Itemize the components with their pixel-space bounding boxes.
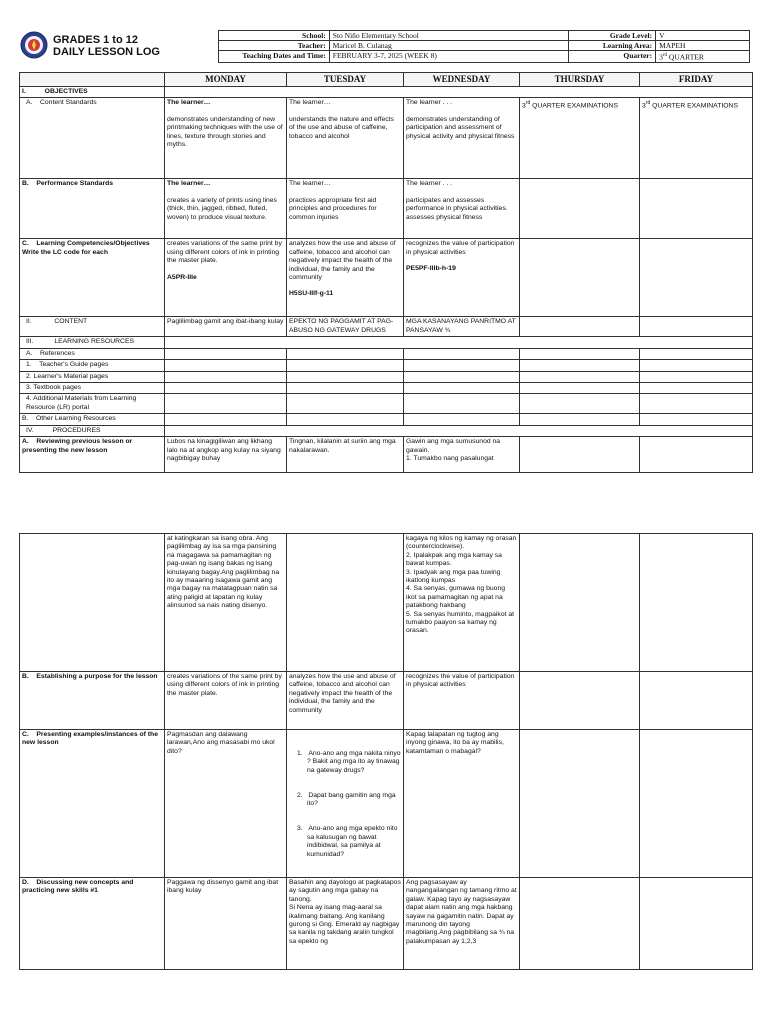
additional-materials-label: 4. Additional Materials from Learning Resource (LR) portal [20, 394, 165, 414]
day-thursday: THURSDAY [520, 73, 640, 87]
empty-cell [287, 383, 404, 394]
corner-cell [20, 73, 165, 87]
performance-text: participates and assesses performance in physical activities. assesses physical fitness [406, 196, 508, 221]
learner-head: The learner… [289, 180, 331, 188]
empty-cell [404, 414, 520, 425]
performance-standards-friday [640, 179, 753, 239]
additional-materials-row [20, 394, 753, 414]
empty-cell [165, 414, 287, 425]
establishing-purpose-row [20, 672, 753, 730]
empty-cell [640, 437, 753, 473]
empty-cell [287, 414, 404, 425]
lc-text: creates variations of the same print by using different colors of ink in printing the master plate. [167, 240, 284, 265]
exam-number: 3 [642, 102, 646, 110]
learner-head: The learner . . . [406, 180, 453, 188]
purpose-wednesday: recognizes the value of participation in physical activities [404, 672, 520, 730]
examples-tuesday [287, 730, 404, 878]
learning-competencies-label: C. Learning Competencies/Objectives Write the LC code for each [20, 239, 165, 317]
empty-cell [404, 348, 520, 359]
school-label: School: [219, 31, 330, 41]
empty-cell [640, 348, 753, 359]
performance-standards-thursday [520, 179, 640, 239]
empty-cell [520, 371, 640, 382]
presenting-examples-label: C. Presenting examples/instances of the new lesson [20, 730, 165, 878]
empty-cell [520, 414, 640, 425]
content-thursday [520, 317, 640, 337]
empty-cell [287, 371, 404, 382]
empty-cell [165, 394, 287, 414]
teacher-label: Teacher: [219, 41, 330, 51]
examples-monday: Pagmasdan ang dalawang larawan,Ano ang masasabi mo ukol dito? [165, 730, 287, 878]
quarter-number: 3 [659, 52, 663, 62]
discussing-wednesday: Ang pagsasayaw ay nangangailangan ng tamang ritmo at galaw. Kapag tayo ay nagsasayaw dapat alam natin ang mga hakbang sayaw na gagamitin natin. Dapat ay marunong din tayong magbilang.Ang pagbibilang sa ¾ na palakumpasan ay 1,2,3 [404, 877, 520, 969]
learning-area-label: Learning Area: [569, 41, 656, 51]
procedures-section-row [20, 425, 753, 436]
exam-ordinal: rd [645, 100, 651, 107]
list-item-text: Anu-ano ang mga epekto nito sa kalusugan ng bawat indibidwal, sa pamilya at kumunidad? [307, 825, 400, 858]
header-row [219, 41, 750, 51]
document-title [53, 34, 160, 58]
content-tuesday: EPEKTO NG PAGGAMIT AT PAG-ABUSO NG GATEWAY DRUGS [287, 317, 404, 337]
empty-cell [287, 360, 404, 371]
other-resources-row [20, 414, 753, 425]
learners-material-label: 2. Learner's Material pages [20, 371, 165, 382]
learner-head: The learner… [289, 99, 331, 107]
lc-code: H5SU-IIIf-g-11 [289, 290, 334, 298]
discussing-monday: Paggawa ng dissenyo gamit ang ibat ibang kulay [165, 877, 287, 969]
empty-cell [165, 383, 287, 394]
content-standards-label: A. Content Standards [20, 98, 165, 179]
header-row [219, 51, 750, 63]
empty-cell [520, 534, 640, 672]
quarter-ordinal: rd [662, 53, 668, 58]
examples-wednesday: Kapag lalapatan ng tugtog ang inyong ginawa, ito ba ay mabilis, katamtaman o mabagal? [404, 730, 520, 878]
purpose-monday: creates variations of the same print by using different colors of ink in printing the master plate. [165, 672, 287, 730]
quarter-word: QUARTER [667, 52, 704, 62]
lc-code: A5PR-IIIe [167, 273, 197, 281]
lc-code: PE5PF-IIIb-h-19 [406, 265, 456, 273]
references-row [20, 348, 753, 359]
learning-competencies-thursday [520, 239, 640, 317]
performance-standards-row [20, 179, 753, 239]
learning-area-value: MAPEH [656, 41, 750, 51]
presenting-examples-row [20, 730, 753, 878]
content-standards-tuesday [287, 98, 404, 179]
empty-cell [165, 371, 287, 382]
quarter-value [656, 51, 750, 63]
empty-cell [287, 534, 404, 672]
reviewing-lesson-row [20, 437, 753, 473]
learning-competencies-friday [640, 239, 753, 317]
procedures-label: IV. PROCEDURES [20, 425, 165, 436]
grade-level-label: Grade Level: [569, 31, 656, 41]
content-wednesday: MGA KASANAYANG PANRITMO AT PANSAYAW ¾ [404, 317, 520, 337]
content-monday: Paglilimbag gamit ang ibat-ibang kulay [165, 317, 287, 337]
other-resources-label: B. Other Learning Resources [20, 414, 165, 425]
reviewing-monday: Lubos na kinagigiliwan ang likhang lalo na at angkop ang kulay na siyang nagbibigay buhay [165, 437, 287, 473]
reviewing-wednesday: Gawin ang mga sumusunod na gawain. 1. Tumakbo nang pasalungat [404, 437, 520, 473]
exam-text: QUARTER EXAMINATIONS [530, 102, 618, 110]
empty-cell [640, 672, 753, 730]
empty-cell [640, 360, 753, 371]
performance-standards-monday [165, 179, 287, 239]
exam-text: QUARTER EXAMINATIONS [650, 102, 738, 110]
empty-cell [404, 383, 520, 394]
lc-text: analyzes how the use and abuse of caffeine, tobacco and alcohol can negatively impact the health of the individual, the family and the community [289, 240, 398, 282]
learners-material-row [20, 371, 753, 382]
reviewing-lesson-continued-row [20, 534, 753, 672]
empty-cell [287, 348, 404, 359]
empty-cell [520, 348, 640, 359]
learner-head: The learner… [167, 99, 211, 107]
content-standards-wednesday [404, 98, 520, 179]
reviewing-lesson-label: A. Reviewing previous lesson or presenting the new lesson [20, 437, 165, 473]
learning-resources-span [165, 337, 753, 348]
textbook-row [20, 383, 753, 394]
list-item-text: Dapat bang gamitin ang mga ito? [307, 791, 398, 808]
content-standards-monday [165, 98, 287, 179]
empty-cell [404, 360, 520, 371]
dates-value: FEBRUARY 3-7, 2025 (WEEK 8) [329, 51, 568, 63]
performance-standards-tuesday [287, 179, 404, 239]
exam-ordinal: rd [525, 100, 531, 107]
day-header-row [20, 73, 753, 87]
day-monday: MONDAY [165, 73, 287, 87]
school-value: Sto Niño Elementary School [329, 31, 568, 41]
content-standard-text: demonstrates understanding of new printmaking techniques with the use of lines, texture through stories and myths. [167, 115, 285, 149]
exam-number: 3 [522, 102, 526, 110]
list-item: 3. Anu-ano ang mga epekto nito sa kalusugan ng bawat indibidwal, sa pamilya at kumunidad? [297, 825, 400, 858]
empty-cell [165, 348, 287, 359]
learning-competencies-monday [165, 239, 287, 317]
empty-cell [520, 360, 640, 371]
empty-cell [20, 534, 165, 672]
reviewing-wednesday-continued: kagaya ng kilos ng kamay ng orasan (counterclockwise). 2. Ipalakpak ang mga kamay sa bawat kumpas. 3. Ipadyak ang mga paa tuwing ikatlong kumpas 4. Sa senyas, gumawa ng buong ikot sa pamamagitan ng apat na patakbong hakbang 5. Sa senyas huminto, magpaikot at tumakbo paayon sa kamay ng orasan. [404, 534, 520, 672]
learning-competencies-row [20, 239, 753, 317]
references-label: A. References [20, 348, 165, 359]
teachers-guide-label: 1. Teacher's Guide pages [20, 360, 165, 371]
list-item: 1. Ano-ano ang mga nakita ninyo ? Bakit ang mga ito ay tinawag na gateway drugs? [297, 749, 403, 774]
objectives-label: I. OBJECTIVES [20, 87, 165, 98]
performance-standards-label: B. Performance Standards [20, 179, 165, 239]
empty-cell [640, 730, 753, 878]
content-friday [640, 317, 753, 337]
reviewing-tuesday: Tingnan, kilalanin at suriin ang mga nakalarawan. [287, 437, 404, 473]
empty-cell [165, 360, 287, 371]
list-item-text: Ano-ano ang mga nakita ninyo ? Bakit ang mga ito ay tinawag na gateway drugs? [307, 749, 403, 774]
header-info-table [218, 30, 750, 63]
title-line-1: GRADES 1 to 12 [53, 34, 138, 46]
empty-cell [640, 383, 753, 394]
content-standards-row [20, 98, 753, 179]
empty-cell [404, 394, 520, 414]
empty-cell [287, 394, 404, 414]
empty-cell [640, 877, 753, 969]
establishing-purpose-label: B. Establishing a purpose for the lesson [20, 672, 165, 730]
learning-resources-label: III. LEARNING RESOURCES [20, 337, 165, 348]
content-standards-thursday [520, 98, 640, 179]
performance-text: creates a variety of prints using lines (thick, thin, jagged, ribbed, fluted, woven) to produce visual texture. [167, 196, 279, 221]
empty-cell [520, 730, 640, 878]
empty-cell [520, 383, 640, 394]
teacher-value: Maricel B. Culanag [329, 41, 568, 51]
lesson-log-table-page-2 [19, 533, 753, 970]
empty-cell [640, 394, 753, 414]
learning-competencies-tuesday [287, 239, 404, 317]
empty-cell [520, 877, 640, 969]
textbook-label: 3. Textbook pages [20, 383, 165, 394]
content-standard-text: demonstrates understanding of participation and assessment of physical activity and physical fitness [406, 115, 515, 140]
reviewing-monday-continued: at katingkaran sa isang obra. Ang paglilimbag ay isa sa mga pansining na magagawa sa pamamagitan ng pag-uwan ng isang bakas ng isang kinulayang bagay.Ang paglilimbag na ito ay maaaring isagawa gamit ang mga bagay na matatagpuan natin sa ating paligid at lapatan ng kulay alinsunod sa nais nating disenyo. [165, 534, 287, 672]
empty-cell [404, 371, 520, 382]
content-standards-friday [640, 98, 753, 179]
empty-cell [640, 414, 753, 425]
purpose-tuesday: analyzes how the use and abuse of caffeine, tobacco and alcohol can negatively impact the health of the individual, the family and the community [287, 672, 404, 730]
discussing-tuesday: Basahin ang dayologo at pagkatapos ay sagutin ang mga gabay na tanong. Si Nena ay isang mag-aaral sa ikalimang baitang. Ang kanilang gurong si Gng. Emerald ay nagbigay sa kanila ng takdang aralin tungkol sa epekto ng [287, 877, 404, 969]
empty-cell [640, 371, 753, 382]
empty-cell [520, 394, 640, 414]
learner-head: The learner… [167, 180, 211, 188]
content-label: II. CONTENT [20, 317, 165, 337]
day-tuesday: TUESDAY [287, 73, 404, 87]
learner-head: The learner . . . [406, 99, 453, 107]
list-item: 2. Dapat bang gamitin ang mga ito? [297, 791, 398, 808]
learning-competencies-wednesday [404, 239, 520, 317]
day-friday: FRIDAY [640, 73, 753, 87]
header-row [219, 31, 750, 41]
lc-text: recognizes the value of participation in physical activities [406, 240, 517, 256]
empty-cell [520, 672, 640, 730]
quarter-label: Quarter: [569, 51, 656, 63]
deped-seal-logo [20, 31, 48, 59]
content-standard-text: understands the nature and effects of the use and abuse of caffeine, tobacco and alcohol [289, 115, 396, 140]
objectives-span [165, 87, 753, 98]
lesson-log-table-page-1 [19, 72, 753, 473]
day-wednesday: WEDNESDAY [404, 73, 520, 87]
teachers-guide-row [20, 360, 753, 371]
empty-cell [640, 534, 753, 672]
objectives-section-row [20, 87, 753, 98]
performance-text: practices appropriate first aid principles and procedures for common injuries [289, 196, 379, 221]
title-line-2: DAILY LESSON LOG [53, 46, 160, 58]
learning-resources-row [20, 337, 753, 348]
performance-standards-wednesday [404, 179, 520, 239]
content-row [20, 317, 753, 337]
discussing-concepts-row [20, 877, 753, 969]
empty-cell [520, 437, 640, 473]
discussing-concepts-label: D. Discussing new concepts and practicing new skills #1 [20, 877, 165, 969]
grade-level-value: V [656, 31, 750, 41]
procedures-span [165, 425, 753, 436]
dates-label: Teaching Dates and Time: [219, 51, 330, 63]
